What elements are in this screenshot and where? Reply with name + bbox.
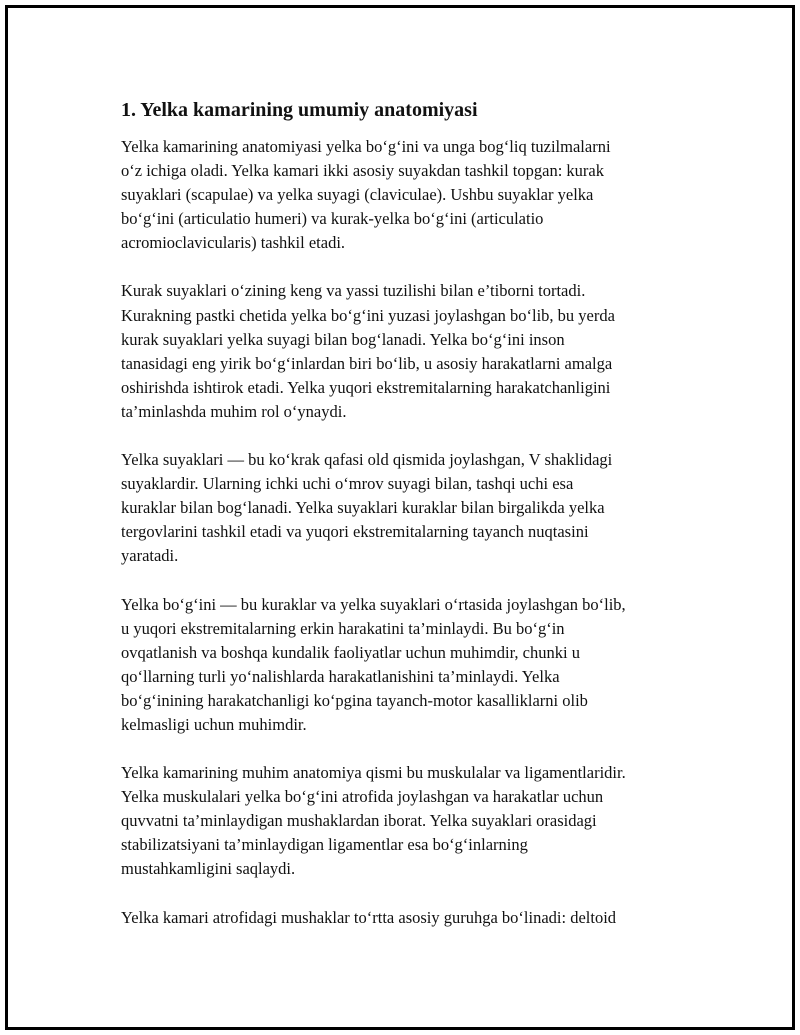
text-line: Yelka kamarining muhim anatomiya qismi bu muskulalar va ligamentlaridir. <box>121 763 626 783</box>
text-line: qo‘llarning turli yo‘nalishlarda harakatlanishini ta’minlaydi. Yelka <box>121 666 560 686</box>
text-line: Yelka muskulalari yelka bo‘g‘ini atrofida joylashgan va harakatlar uchun <box>121 787 604 807</box>
text-line: kuraklar bilan bog‘lanadi. Yelka suyaklari kuraklar bilan birgalikda yelka <box>121 498 605 518</box>
text-line: suyaklari (scapulae) va yelka suyagi (claviculae). Ushbu suyaklar yelka <box>121 185 594 205</box>
text-line: acromioclavicularis) tashkil etadi. <box>121 233 346 253</box>
text-line: quvvatni ta’minlaydigan mushaklardan iborat. Yelka suyaklari orasidagi <box>121 811 597 831</box>
section-heading: 1. Yelka kamarining umumiy anatomiyasi <box>121 99 478 121</box>
text-line: oshirishda ishtirok etadi. Yelka yuqori ekstremitalarning harakatchanligini <box>121 377 611 397</box>
paragraph <box>121 906 711 930</box>
text-line: yaratadi. <box>121 546 179 566</box>
document-body <box>121 98 711 954</box>
text-line: Yelka suyaklari — bu ko‘krak qafasi old qismida joylashgan, V shaklidagi <box>121 450 613 470</box>
text-line: Kurak suyaklari o‘zining keng va yassi tuzilishi bilan e’tiborni tortadi. <box>121 281 586 301</box>
text-line: stabilizatsiyani ta’minlaydigan ligamentlar esa bo‘g‘inlarning <box>121 835 528 855</box>
text-line: ovqatlanish va boshqa kundalik faoliyatlar uchun muhimdir, chunki u <box>121 642 580 662</box>
text-line: bo‘g‘inining harakatchanligi ko‘pgina tayanch-motor kasalliklarni olib <box>121 690 588 710</box>
text-line: mustahkamligini saqlaydi. <box>121 859 296 879</box>
page-frame <box>5 5 795 1030</box>
paragraph <box>121 448 711 568</box>
text-line: Yelka kamarining anatomiyasi yelka bo‘g‘ini va unga bog‘liq tuzilmalarni <box>121 137 611 156</box>
text-line: u yuqori ekstremitalarning erkin harakatini ta’minlaydi. Bu bo‘g‘in <box>121 618 565 638</box>
text-line: suyaklardir. Ularning ichki uchi o‘mrov suyagi bilan, tashqi uchi esa <box>121 474 574 494</box>
paragraph <box>121 761 711 881</box>
paragraph <box>121 593 711 738</box>
paragraph <box>121 135 711 255</box>
paragraph <box>121 279 711 424</box>
text-line: ta’minlashda muhim rol o‘ynaydi. <box>121 401 347 421</box>
text-line: kurak suyaklari yelka suyagi bilan bog‘lanadi. Yelka bo‘g‘ini inson <box>121 329 565 349</box>
text-line: kelmasligi uchun muhimdir. <box>121 714 307 734</box>
text-line: bo‘g‘ini (articulatio humeri) va kurak-yelka bo‘g‘ini (articulatio <box>121 209 544 229</box>
text-line: tanasidagi eng yirik bo‘g‘inlardan biri bo‘lib, u asosiy harakatlarni amalga <box>121 353 613 373</box>
text-line: o‘z ichiga oladi. Yelka kamari ikki asosiy suyakdan tashkil topgan: kurak <box>121 161 604 181</box>
text-line: Kurakning pastki chetida yelka bo‘g‘ini yuzasi joylashgan bo‘lib, bu yerda <box>121 305 615 325</box>
text-line: Yelka bo‘g‘ini — bu kuraklar va yelka suyaklari o‘rtasida joylashgan bo‘lib, <box>121 594 626 614</box>
text-line: Yelka kamari atrofidagi mushaklar to‘rtta asosiy guruhga bo‘linadi: deltoid <box>121 907 617 927</box>
text-line: tergovlarini tashkil etadi va yuqori ekstremitalarning tayanch nuqtasini <box>121 522 589 542</box>
